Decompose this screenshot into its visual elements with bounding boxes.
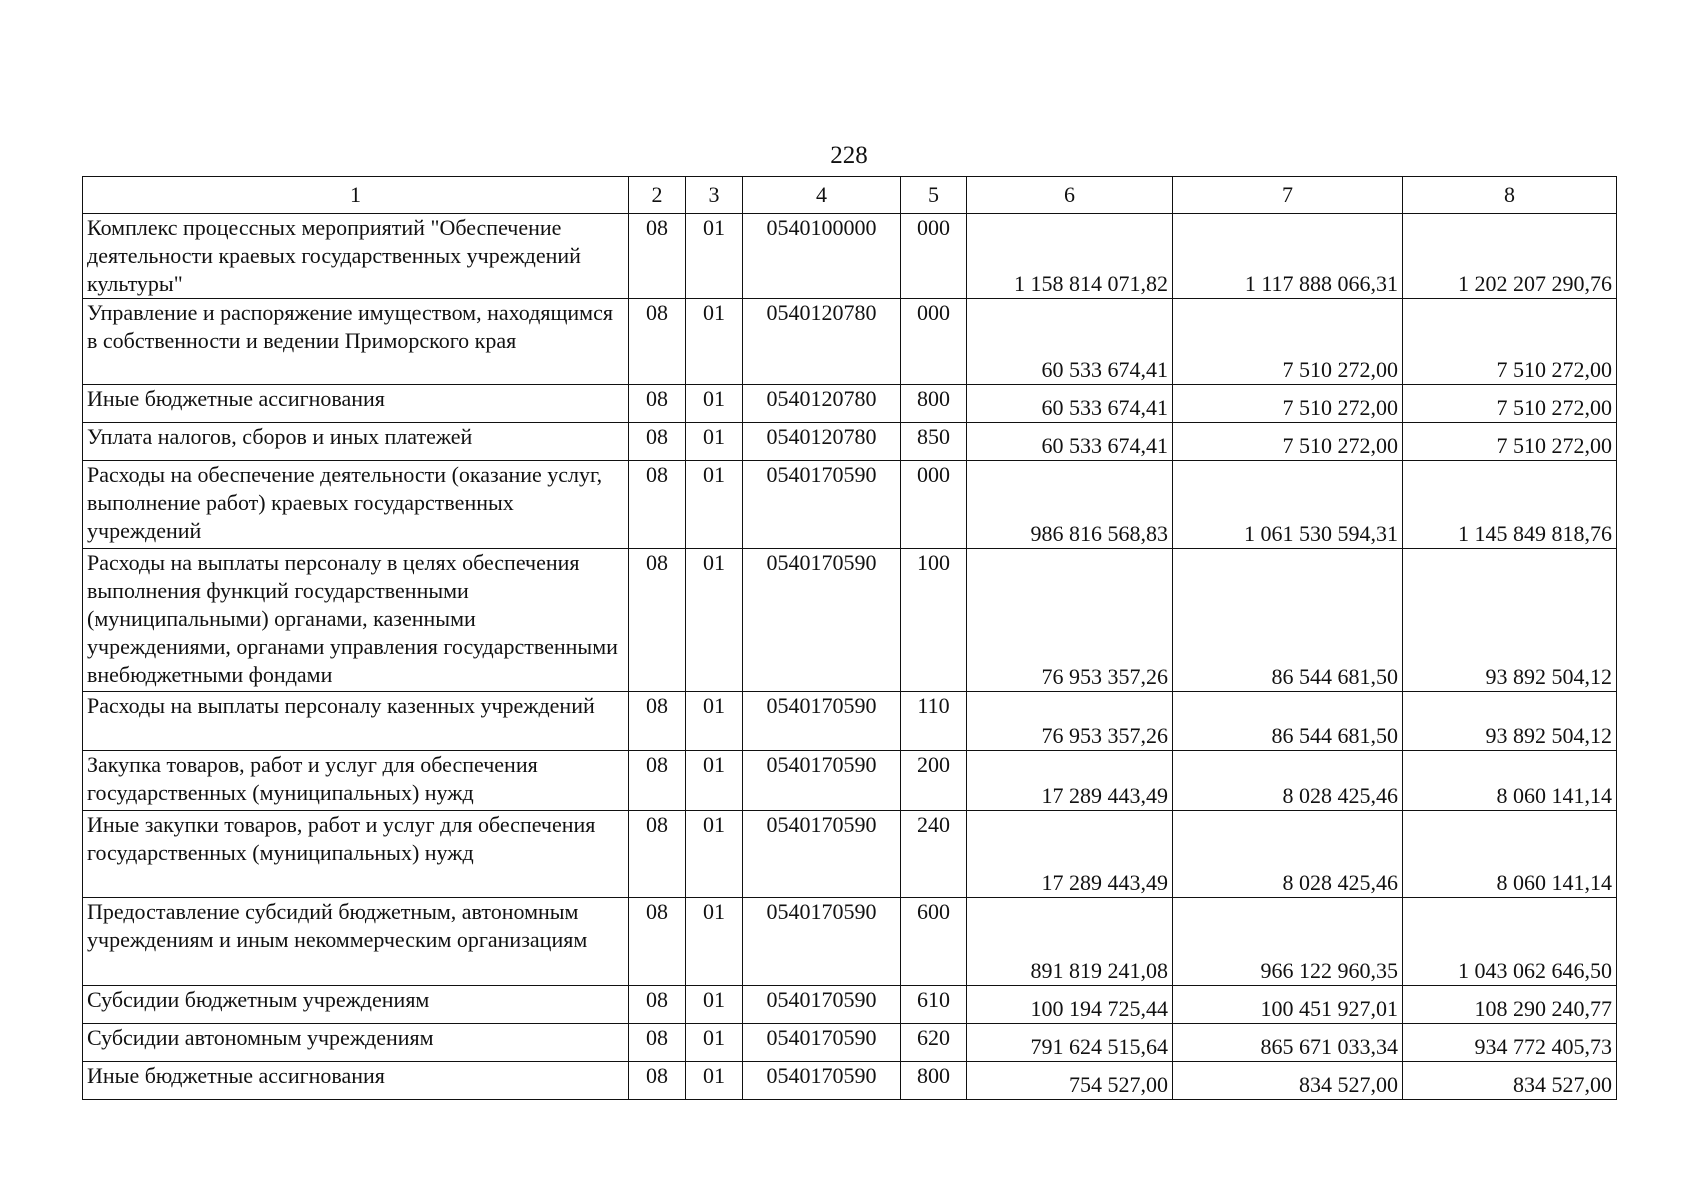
row-name: Расходы на обеспечение деятельности (оказание услуг, выполнение работ) краевых государственных учреждений bbox=[83, 461, 629, 549]
amount-col-7: 834 527,00 bbox=[1173, 1062, 1403, 1100]
section-code: 08 bbox=[629, 811, 686, 898]
table-row bbox=[83, 751, 1617, 811]
amount-col-7: 7 510 272,00 bbox=[1173, 385, 1403, 423]
amount-col-7: 100 451 927,01 bbox=[1173, 986, 1403, 1024]
amount-col-6: 754 527,00 bbox=[967, 1062, 1173, 1100]
section-code: 08 bbox=[629, 1062, 686, 1100]
expense-type-code: 100 bbox=[901, 549, 967, 692]
amount-col-6: 1 158 814 071,82 bbox=[967, 214, 1173, 299]
expense-type-code: 000 bbox=[901, 214, 967, 299]
subsection-code: 01 bbox=[686, 811, 743, 898]
target-article-code: 0540170590 bbox=[743, 1062, 901, 1100]
subsection-code: 01 bbox=[686, 299, 743, 385]
row-name: Субсидии автономным учреждениям bbox=[83, 1024, 629, 1062]
table-row bbox=[83, 385, 1617, 423]
amount-col-7: 8 028 425,46 bbox=[1173, 751, 1403, 811]
expense-type-code: 240 bbox=[901, 811, 967, 898]
table-row bbox=[83, 299, 1617, 385]
amount-col-8: 108 290 240,77 bbox=[1403, 986, 1617, 1024]
subsection-code: 01 bbox=[686, 461, 743, 549]
target-article-code: 0540170590 bbox=[743, 549, 901, 692]
column-header: 8 bbox=[1403, 177, 1617, 214]
amount-col-8: 934 772 405,73 bbox=[1403, 1024, 1617, 1062]
target-article-code: 0540100000 bbox=[743, 214, 901, 299]
row-name: Иные закупки товаров, работ и услуг для обеспечения государственных (муниципальных) нужд bbox=[83, 811, 629, 898]
amount-col-7: 86 544 681,50 bbox=[1173, 692, 1403, 751]
amount-col-6: 791 624 515,64 bbox=[967, 1024, 1173, 1062]
subsection-code: 01 bbox=[686, 751, 743, 811]
amount-col-7: 7 510 272,00 bbox=[1173, 423, 1403, 461]
amount-col-6: 986 816 568,83 bbox=[967, 461, 1173, 549]
table-row bbox=[83, 461, 1617, 549]
table-row bbox=[83, 986, 1617, 1024]
subsection-code: 01 bbox=[686, 423, 743, 461]
table-row bbox=[83, 1024, 1617, 1062]
amount-col-8: 93 892 504,12 bbox=[1403, 549, 1617, 692]
expense-type-code: 610 bbox=[901, 986, 967, 1024]
table-row bbox=[83, 898, 1617, 986]
column-header-row bbox=[83, 177, 1617, 214]
section-code: 08 bbox=[629, 385, 686, 423]
amount-col-6: 60 533 674,41 bbox=[967, 385, 1173, 423]
budget-table bbox=[82, 176, 1617, 1100]
amount-col-6: 60 533 674,41 bbox=[967, 299, 1173, 385]
amount-col-8: 7 510 272,00 bbox=[1403, 299, 1617, 385]
row-name: Расходы на выплаты персоналу казенных учреждений bbox=[83, 692, 629, 751]
amount-col-7: 7 510 272,00 bbox=[1173, 299, 1403, 385]
amount-col-6: 891 819 241,08 bbox=[967, 898, 1173, 986]
expense-type-code: 800 bbox=[901, 385, 967, 423]
section-code: 08 bbox=[629, 751, 686, 811]
target-article-code: 0540170590 bbox=[743, 898, 901, 986]
expense-type-code: 200 bbox=[901, 751, 967, 811]
amount-col-8: 93 892 504,12 bbox=[1403, 692, 1617, 751]
column-header: 4 bbox=[743, 177, 901, 214]
target-article-code: 0540170590 bbox=[743, 751, 901, 811]
table-row bbox=[83, 423, 1617, 461]
expense-type-code: 850 bbox=[901, 423, 967, 461]
amount-col-7: 966 122 960,35 bbox=[1173, 898, 1403, 986]
amount-col-7: 1 061 530 594,31 bbox=[1173, 461, 1403, 549]
expense-type-code: 000 bbox=[901, 299, 967, 385]
column-header: 5 bbox=[901, 177, 967, 214]
section-code: 08 bbox=[629, 986, 686, 1024]
row-name: Иные бюджетные ассигнования bbox=[83, 1062, 629, 1100]
column-header: 7 bbox=[1173, 177, 1403, 214]
amount-col-6: 17 289 443,49 bbox=[967, 751, 1173, 811]
target-article-code: 0540170590 bbox=[743, 692, 901, 751]
column-header: 2 bbox=[629, 177, 686, 214]
amount-col-7: 8 028 425,46 bbox=[1173, 811, 1403, 898]
row-name: Комплекс процессных мероприятий "Обеспечение деятельности краевых государственных учреждений культуры" bbox=[83, 214, 629, 299]
subsection-code: 01 bbox=[686, 898, 743, 986]
amount-col-8: 7 510 272,00 bbox=[1403, 385, 1617, 423]
subsection-code: 01 bbox=[686, 1024, 743, 1062]
section-code: 08 bbox=[629, 1024, 686, 1062]
table-row bbox=[83, 1062, 1617, 1100]
amount-col-8: 1 145 849 818,76 bbox=[1403, 461, 1617, 549]
amount-col-7: 1 117 888 066,31 bbox=[1173, 214, 1403, 299]
row-name: Предоставление субсидий бюджетным, автономным учреждениям и иным некоммерческим организациям bbox=[83, 898, 629, 986]
table-row bbox=[83, 692, 1617, 751]
section-code: 08 bbox=[629, 299, 686, 385]
table-row bbox=[83, 549, 1617, 692]
amount-col-6: 76 953 357,26 bbox=[967, 692, 1173, 751]
row-name: Расходы на выплаты персоналу в целях обеспечения выполнения функций государственными (муниципальными) органами, казенными учреждениями, органами управления государственными внебюджетными фондами bbox=[83, 549, 629, 692]
page-number: 228 bbox=[830, 142, 868, 169]
target-article-code: 0540120780 bbox=[743, 385, 901, 423]
row-name: Уплата налогов, сборов и иных платежей bbox=[83, 423, 629, 461]
expense-type-code: 000 bbox=[901, 461, 967, 549]
target-article-code: 0540120780 bbox=[743, 299, 901, 385]
expense-type-code: 620 bbox=[901, 1024, 967, 1062]
amount-col-6: 76 953 357,26 bbox=[967, 549, 1173, 692]
target-article-code: 0540170590 bbox=[743, 461, 901, 549]
subsection-code: 01 bbox=[686, 549, 743, 692]
expense-type-code: 110 bbox=[901, 692, 967, 751]
target-article-code: 0540170590 bbox=[743, 986, 901, 1024]
column-header: 6 bbox=[967, 177, 1173, 214]
amount-col-6: 60 533 674,41 bbox=[967, 423, 1173, 461]
expense-type-code: 800 bbox=[901, 1062, 967, 1100]
subsection-code: 01 bbox=[686, 1062, 743, 1100]
section-code: 08 bbox=[629, 423, 686, 461]
amount-col-8: 8 060 141,14 bbox=[1403, 811, 1617, 898]
section-code: 08 bbox=[629, 214, 686, 299]
amount-col-8: 834 527,00 bbox=[1403, 1062, 1617, 1100]
amount-col-8: 8 060 141,14 bbox=[1403, 751, 1617, 811]
amount-col-6: 17 289 443,49 bbox=[967, 811, 1173, 898]
subsection-code: 01 bbox=[686, 692, 743, 751]
expense-type-code: 600 bbox=[901, 898, 967, 986]
section-code: 08 bbox=[629, 692, 686, 751]
amount-col-6: 100 194 725,44 bbox=[967, 986, 1173, 1024]
amount-col-8: 1 043 062 646,50 bbox=[1403, 898, 1617, 986]
amount-col-8: 1 202 207 290,76 bbox=[1403, 214, 1617, 299]
row-name: Управление и распоряжение имуществом, находящимся в собственности и ведении Приморского края bbox=[83, 299, 629, 385]
section-code: 08 bbox=[629, 461, 686, 549]
target-article-code: 0540120780 bbox=[743, 423, 901, 461]
subsection-code: 01 bbox=[686, 214, 743, 299]
section-code: 08 bbox=[629, 898, 686, 986]
subsection-code: 01 bbox=[686, 385, 743, 423]
row-name: Субсидии бюджетным учреждениям bbox=[83, 986, 629, 1024]
subsection-code: 01 bbox=[686, 986, 743, 1024]
amount-col-8: 7 510 272,00 bbox=[1403, 423, 1617, 461]
column-header: 3 bbox=[686, 177, 743, 214]
column-header: 1 bbox=[83, 177, 629, 214]
amount-col-7: 865 671 033,34 bbox=[1173, 1024, 1403, 1062]
row-name: Закупка товаров, работ и услуг для обеспечения государственных (муниципальных) нужд bbox=[83, 751, 629, 811]
amount-col-7: 86 544 681,50 bbox=[1173, 549, 1403, 692]
table-row bbox=[83, 811, 1617, 898]
section-code: 08 bbox=[629, 549, 686, 692]
table-row bbox=[83, 214, 1617, 299]
target-article-code: 0540170590 bbox=[743, 1024, 901, 1062]
row-name: Иные бюджетные ассигнования bbox=[83, 385, 629, 423]
target-article-code: 0540170590 bbox=[743, 811, 901, 898]
